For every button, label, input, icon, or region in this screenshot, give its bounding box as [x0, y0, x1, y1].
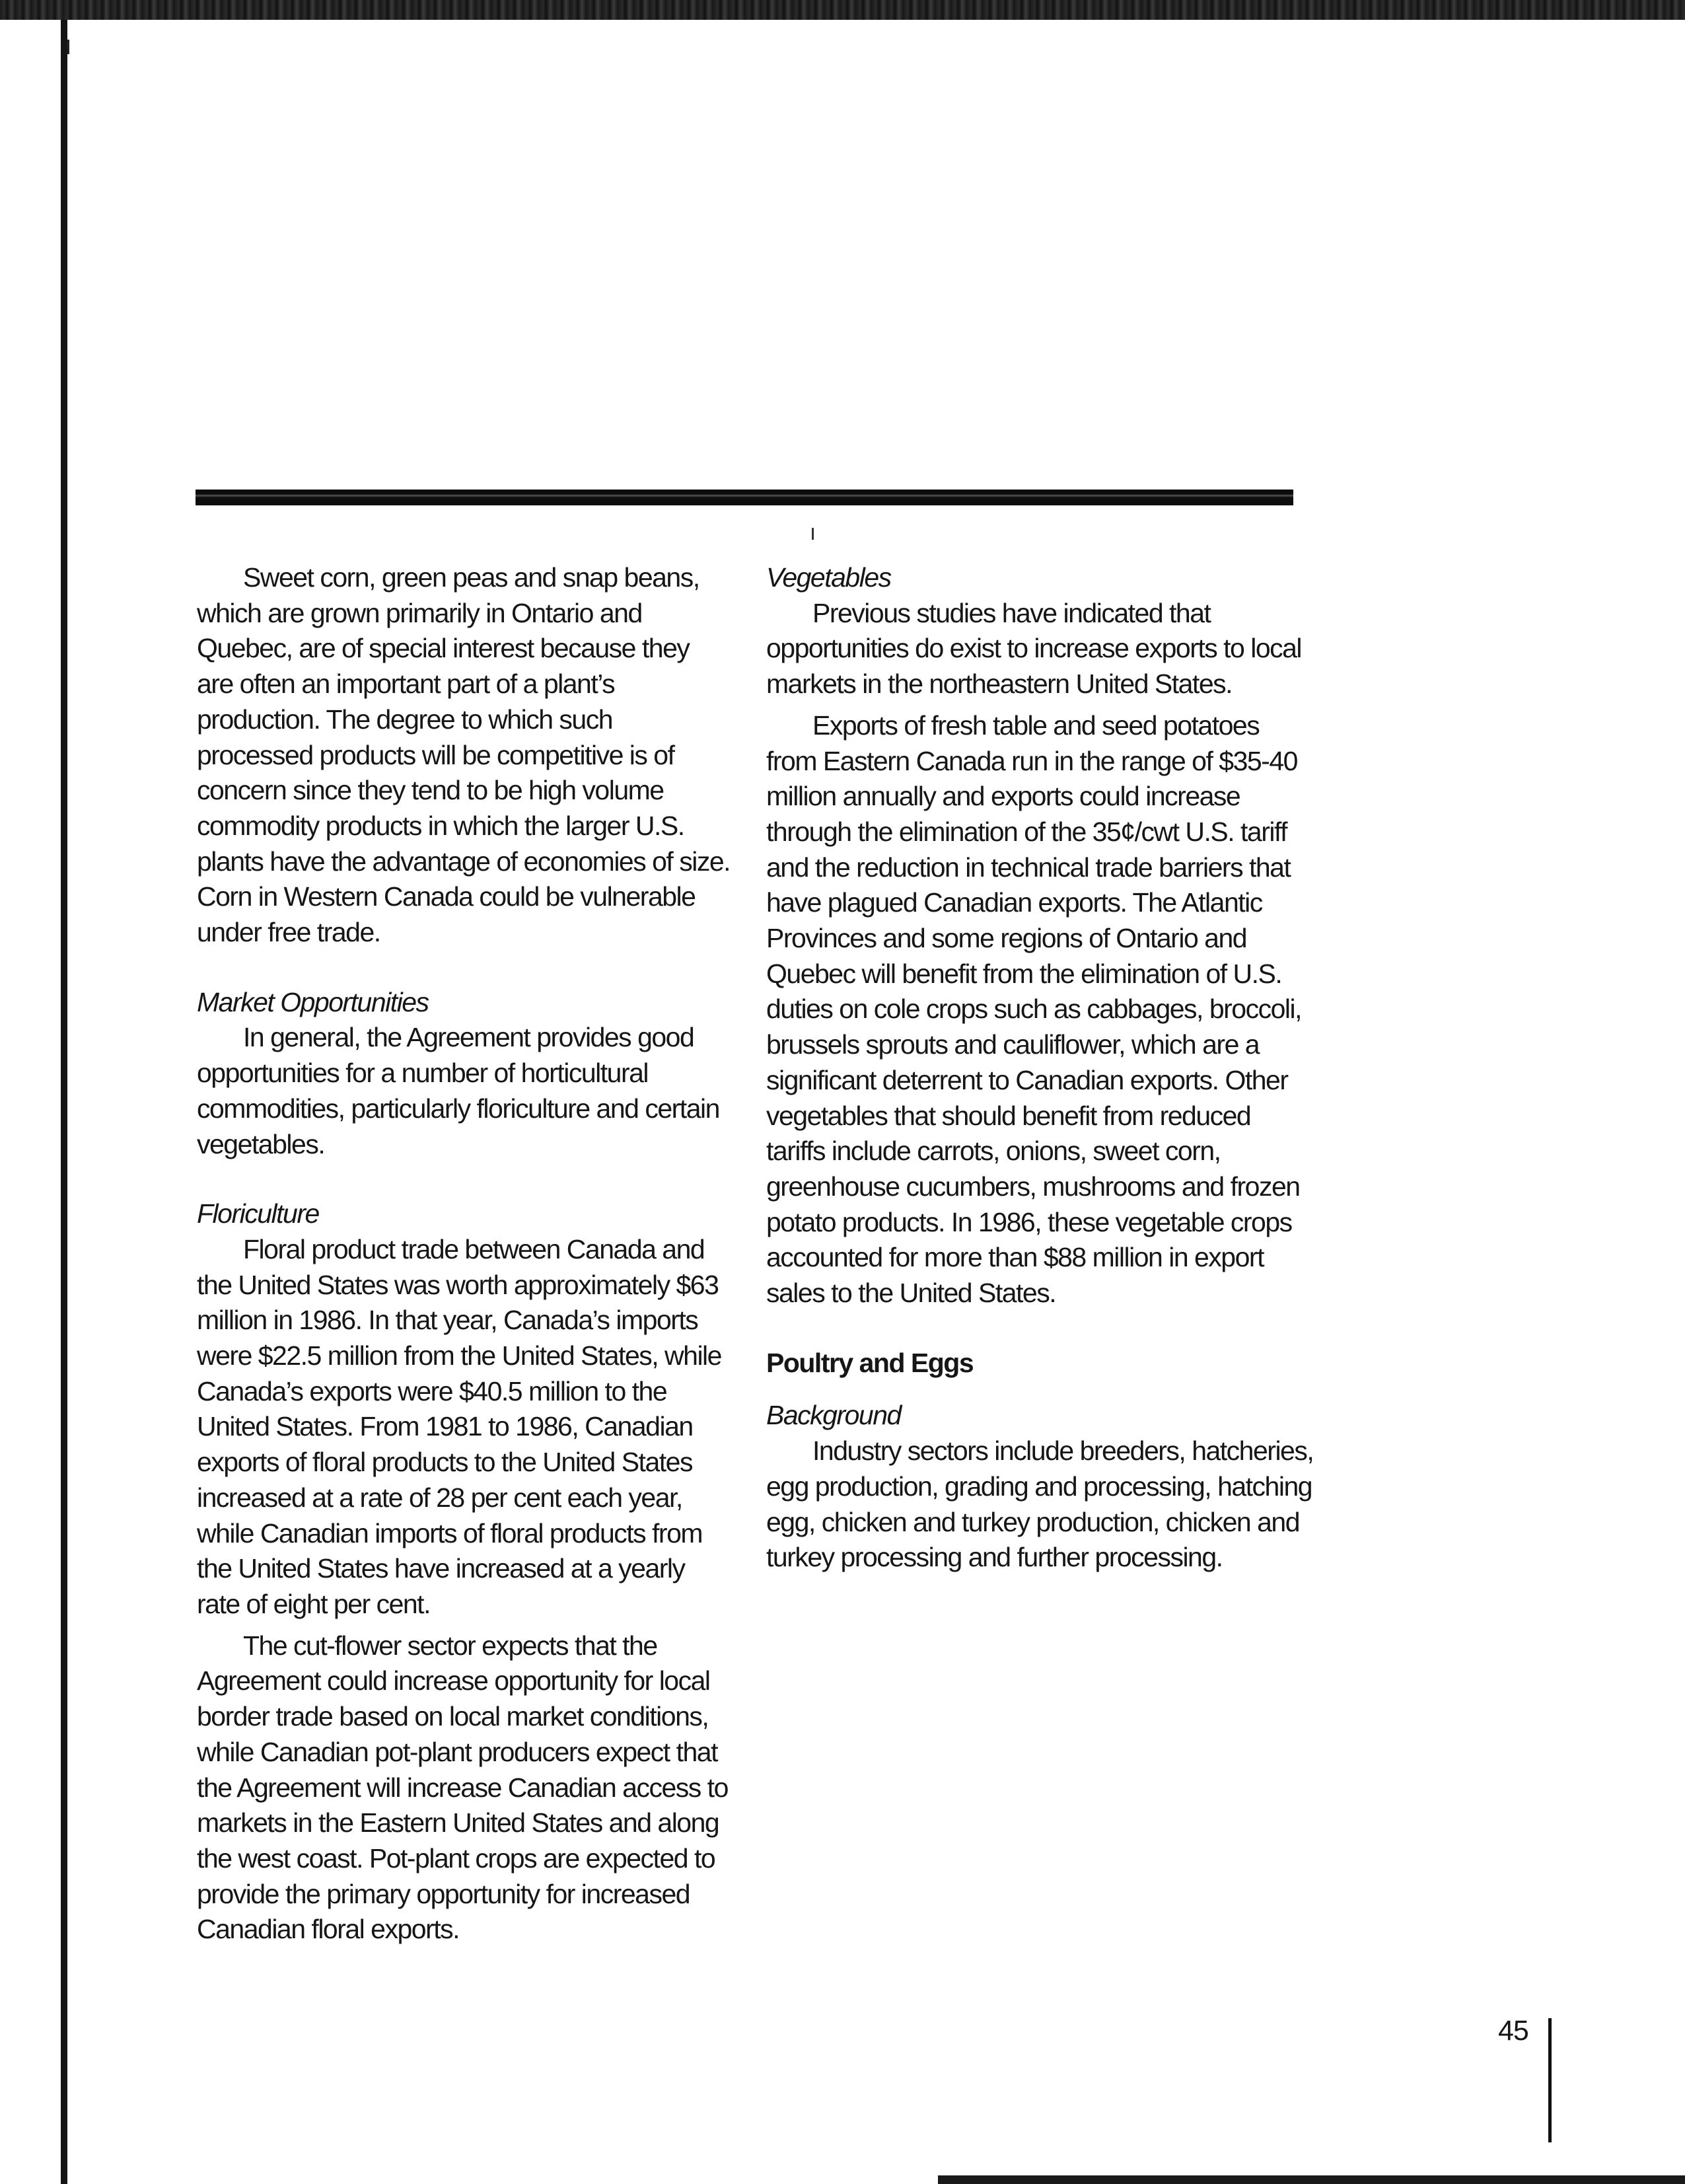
floriculture-heading: Floriculture: [197, 1198, 319, 1229]
background-heading: Background: [766, 1400, 901, 1431]
vegetables-heading: Vegetables: [766, 562, 891, 593]
market-opportunities-paragraph: In general, the Agreement provides good opportunities for a number of horticultural commodities, particularly floriculture and certain vegetables.: [197, 1022, 719, 1159]
page-number-rule: [1548, 2018, 1552, 2142]
vegetables-paragraph-2: Exports of fresh table and seed potatoes from Eastern Canada run in the range of $35-40 million annually and exports could increase through the elimination of the 35¢/cwt U.S. tariff and the reduction in technical trade barriers that have plagued Canadian exports. The Atlantic Provinces and some regions of Ontario and Quebec will benefit from the elimination of U.S. duties on cole crops such as cabbages, broccoli, brussels sprouts and cauliflower, which are a significant deterrent to Canadian exports. Other vegetables that should benefit from reduced tariffs include carrots, onions, sweet corn, greenhouse cucumbers, mushrooms and frozen potato products. In 1986, these vegetable crops accounted for more than $88 million in export sales to the United States.: [766, 710, 1302, 1309]
header-rule: [196, 490, 1293, 505]
right-column: [766, 560, 1314, 1576]
vegetables-paragraph-1: Previous studies have indicated that opportunities do exist to increase exports to local markets in the northeastern United States.: [766, 597, 1302, 700]
page-number: 45: [1498, 2015, 1528, 2047]
background-paragraph: Industry sectors include breeders, hatcheries, egg production, grading and processing, hatching egg, chicken and turkey production, chicken and turkey processing and further processing.: [766, 1436, 1314, 1573]
floriculture-paragraph-1: Floral product trade between Canada and the United States was worth approximately $63 million in 1986. In that year, Canada’s imports were $22.5 million from the United States, while Canada’s exports were $40.5 million to the United States. From 1981 to 1986, Canadian exports of floral products to the United States increased at a rate of 28 per cent each year, while Canadian imports of floral products from the United States have increased at a yearly rate of eight per cent.: [197, 1233, 721, 1619]
scan-mark: [67, 40, 69, 54]
scan-edge-left: [61, 20, 67, 2184]
scan-edge-top: [0, 0, 1685, 20]
poultry-and-eggs-heading: Poultry and Eggs: [766, 1347, 974, 1378]
market-opportunities-heading: Market Opportunities: [197, 986, 429, 1017]
left-column: [197, 560, 732, 1947]
scan-edge-bottom: [938, 2175, 1685, 2184]
scan-speck: [812, 528, 814, 540]
intro-paragraph: Sweet corn, green peas and snap beans, which are grown primarily in Ontario and Quebec, are of special interest because they are often an important part of a plant’s production. The degree to which such processed products will be competitive is of concern since they tend to be high volume commodity products in which the larger U.S. plants have the advantage of economies of size. Corn in Western Canada could be vulnerable under free trade.: [197, 562, 731, 948]
floriculture-paragraph-2: The cut-flower sector expects that the Agreement could increase opportunity for local border trade based on local market conditions, while Canadian pot-plant producers expect that the Agreement will increase Canadian access to markets in the Eastern United States and along the west coast. Pot-plant crops are expected to provide the primary opportunity for increased Canadian floral exports.: [197, 1630, 728, 1945]
